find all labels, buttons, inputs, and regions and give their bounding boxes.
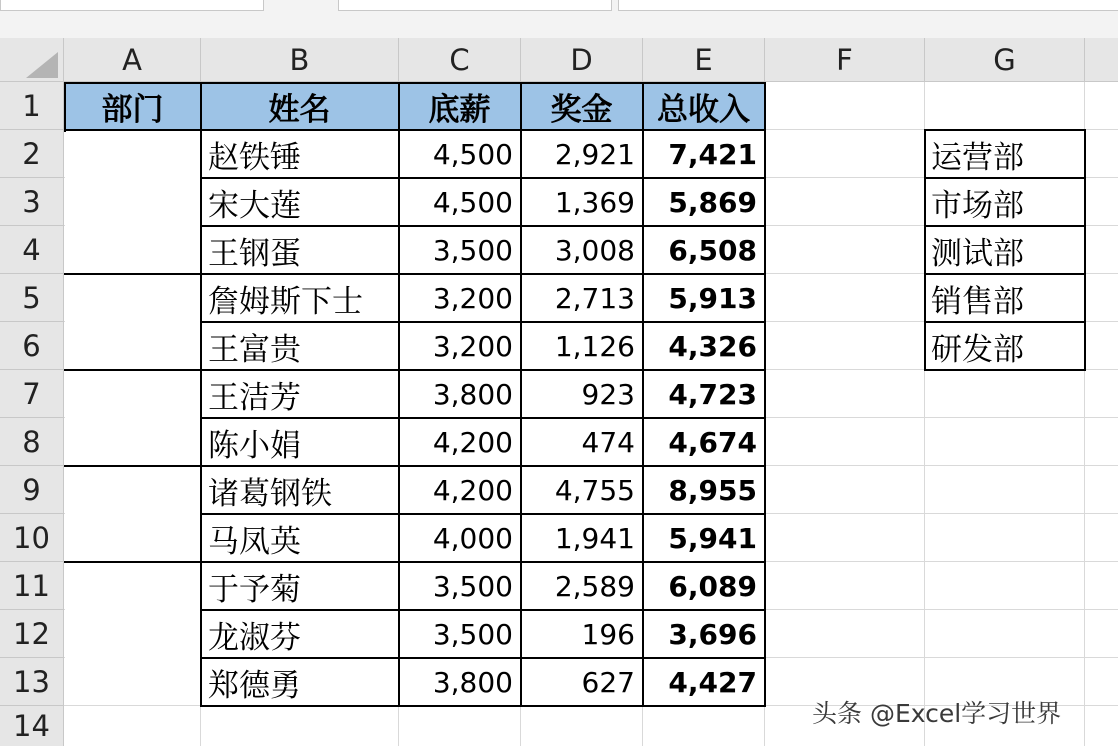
cell-base[interactable]: 3,200 [432, 329, 513, 363]
cell-bonus[interactable]: 4,755 [554, 473, 635, 507]
merged-dept-cell-a7-a8[interactable] [65, 372, 201, 465]
dept-list-item[interactable]: 销售部 [931, 283, 1024, 320]
cell-base[interactable]: 4,500 [432, 137, 513, 171]
cell-base[interactable]: 3,500 [432, 569, 513, 603]
cell-name[interactable]: 于予菊 [208, 571, 301, 608]
column-header-c[interactable]: C [399, 38, 521, 82]
column-header-h[interactable] [1085, 38, 1118, 82]
row-header-12[interactable]: 12 [0, 610, 64, 658]
cell-name[interactable]: 王钢蛋 [208, 235, 301, 272]
cell-name[interactable]: 宋大莲 [208, 187, 301, 224]
cell-name[interactable]: 王富贵 [208, 331, 301, 368]
name-box[interactable] [0, 0, 264, 11]
merged-dept-cell-a5-a6[interactable] [65, 276, 201, 369]
dept-list-item[interactable]: 测试部 [931, 235, 1024, 272]
cell-base[interactable]: 4,200 [432, 425, 513, 459]
cell-total[interactable]: 6,508 [668, 233, 757, 267]
row-header-8[interactable]: 8 [0, 418, 64, 466]
cell-bonus[interactable]: 2,921 [554, 137, 635, 171]
row-header-4[interactable]: 4 [0, 226, 64, 274]
row-header-13[interactable]: 13 [0, 658, 64, 706]
cell-base[interactable]: 4,000 [432, 521, 513, 555]
cell-name[interactable]: 马凤英 [208, 523, 301, 560]
cell-name[interactable]: 诸葛钢铁 [208, 475, 332, 512]
cell-total[interactable]: 7,421 [668, 137, 757, 171]
cell-total[interactable]: 6,089 [668, 569, 757, 603]
row-header-1[interactable]: 1 [0, 82, 64, 130]
dept-list-item[interactable]: 运营部 [931, 139, 1024, 176]
formula-input[interactable] [618, 0, 1118, 11]
cell-base[interactable]: 4,500 [432, 185, 513, 219]
column-header-e[interactable]: E [643, 38, 765, 82]
cell-bonus[interactable]: 1,126 [554, 329, 635, 363]
cell-total[interactable]: 5,941 [668, 521, 757, 555]
column-header-d[interactable]: D [521, 38, 643, 82]
cell-bonus[interactable]: 3,008 [554, 233, 635, 267]
cell-total[interactable]: 3,696 [668, 617, 757, 651]
cell-bonus[interactable]: 2,713 [554, 281, 635, 315]
cell-name[interactable]: 陈小娟 [208, 427, 301, 464]
header-cell-total[interactable]: 总收入 [643, 83, 764, 129]
row-header-5[interactable]: 5 [0, 274, 64, 322]
cell-bonus[interactable]: 2,589 [554, 569, 635, 603]
header-cell-bonus[interactable]: 奖金 [521, 83, 642, 129]
select-all-triangle-icon[interactable] [26, 52, 58, 78]
cell-bonus[interactable]: 474 [581, 425, 635, 459]
cell-total[interactable]: 4,674 [668, 425, 757, 459]
cell-name[interactable]: 詹姆斯下士 [208, 283, 363, 320]
merged-dept-cell-a2-a4[interactable] [65, 131, 201, 272]
cell-total[interactable]: 4,427 [668, 665, 757, 699]
cell-total[interactable]: 4,723 [668, 377, 757, 411]
watermark: 头条 @Excel学习世界 [812, 699, 1062, 728]
row-header-9[interactable]: 9 [0, 466, 64, 514]
cell-base[interactable]: 3,500 [432, 233, 513, 267]
cell-total[interactable]: 5,913 [668, 281, 757, 315]
cell-name[interactable]: 郑德勇 [208, 667, 301, 704]
cell-bonus[interactable]: 923 [581, 377, 635, 411]
dept-list-item[interactable]: 研发部 [931, 331, 1024, 368]
cell-bonus[interactable]: 627 [581, 665, 635, 699]
cell-total[interactable]: 5,869 [668, 185, 757, 219]
cell-base[interactable]: 4,200 [432, 473, 513, 507]
column-header-f[interactable]: F [765, 38, 925, 82]
header-cell-dept[interactable]: 部门 [65, 83, 200, 129]
column-header-a[interactable]: A [64, 38, 201, 82]
cell-bonus[interactable]: 1,369 [554, 185, 635, 219]
cell-name[interactable]: 王洁芳 [208, 379, 301, 416]
merged-dept-cell-a9-a10[interactable] [65, 468, 201, 561]
cell-base[interactable]: 3,800 [432, 377, 513, 411]
cell-bonus[interactable]: 196 [581, 617, 635, 651]
row-header-3[interactable]: 3 [0, 178, 64, 226]
merged-dept-cell-a11-a13[interactable] [65, 564, 201, 705]
column-header-b[interactable]: B [201, 38, 399, 82]
dept-list-item[interactable]: 市场部 [931, 187, 1024, 224]
row-header-10[interactable]: 10 [0, 514, 64, 562]
row-header-11[interactable]: 11 [0, 562, 64, 610]
formula-toolbar-box[interactable] [338, 0, 612, 11]
row-header-2[interactable]: 2 [0, 130, 64, 178]
cell-bonus[interactable]: 1,941 [554, 521, 635, 555]
header-cell-name[interactable]: 姓名 [201, 83, 398, 129]
cell-base[interactable]: 3,500 [432, 617, 513, 651]
header-cell-base[interactable]: 底薪 [399, 83, 520, 129]
cell-total[interactable]: 8,955 [668, 473, 757, 507]
cell-total[interactable]: 4,326 [668, 329, 757, 363]
cell-name[interactable]: 赵铁锤 [208, 139, 301, 176]
column-header-g[interactable]: G [925, 38, 1085, 82]
cell-name[interactable]: 龙淑芬 [208, 619, 301, 656]
cell-base[interactable]: 3,200 [432, 281, 513, 315]
row-header-7[interactable]: 7 [0, 370, 64, 418]
cell-base[interactable]: 3,800 [432, 665, 513, 699]
row-header-6[interactable]: 6 [0, 322, 64, 370]
row-header-14[interactable]: 14 [0, 706, 64, 746]
